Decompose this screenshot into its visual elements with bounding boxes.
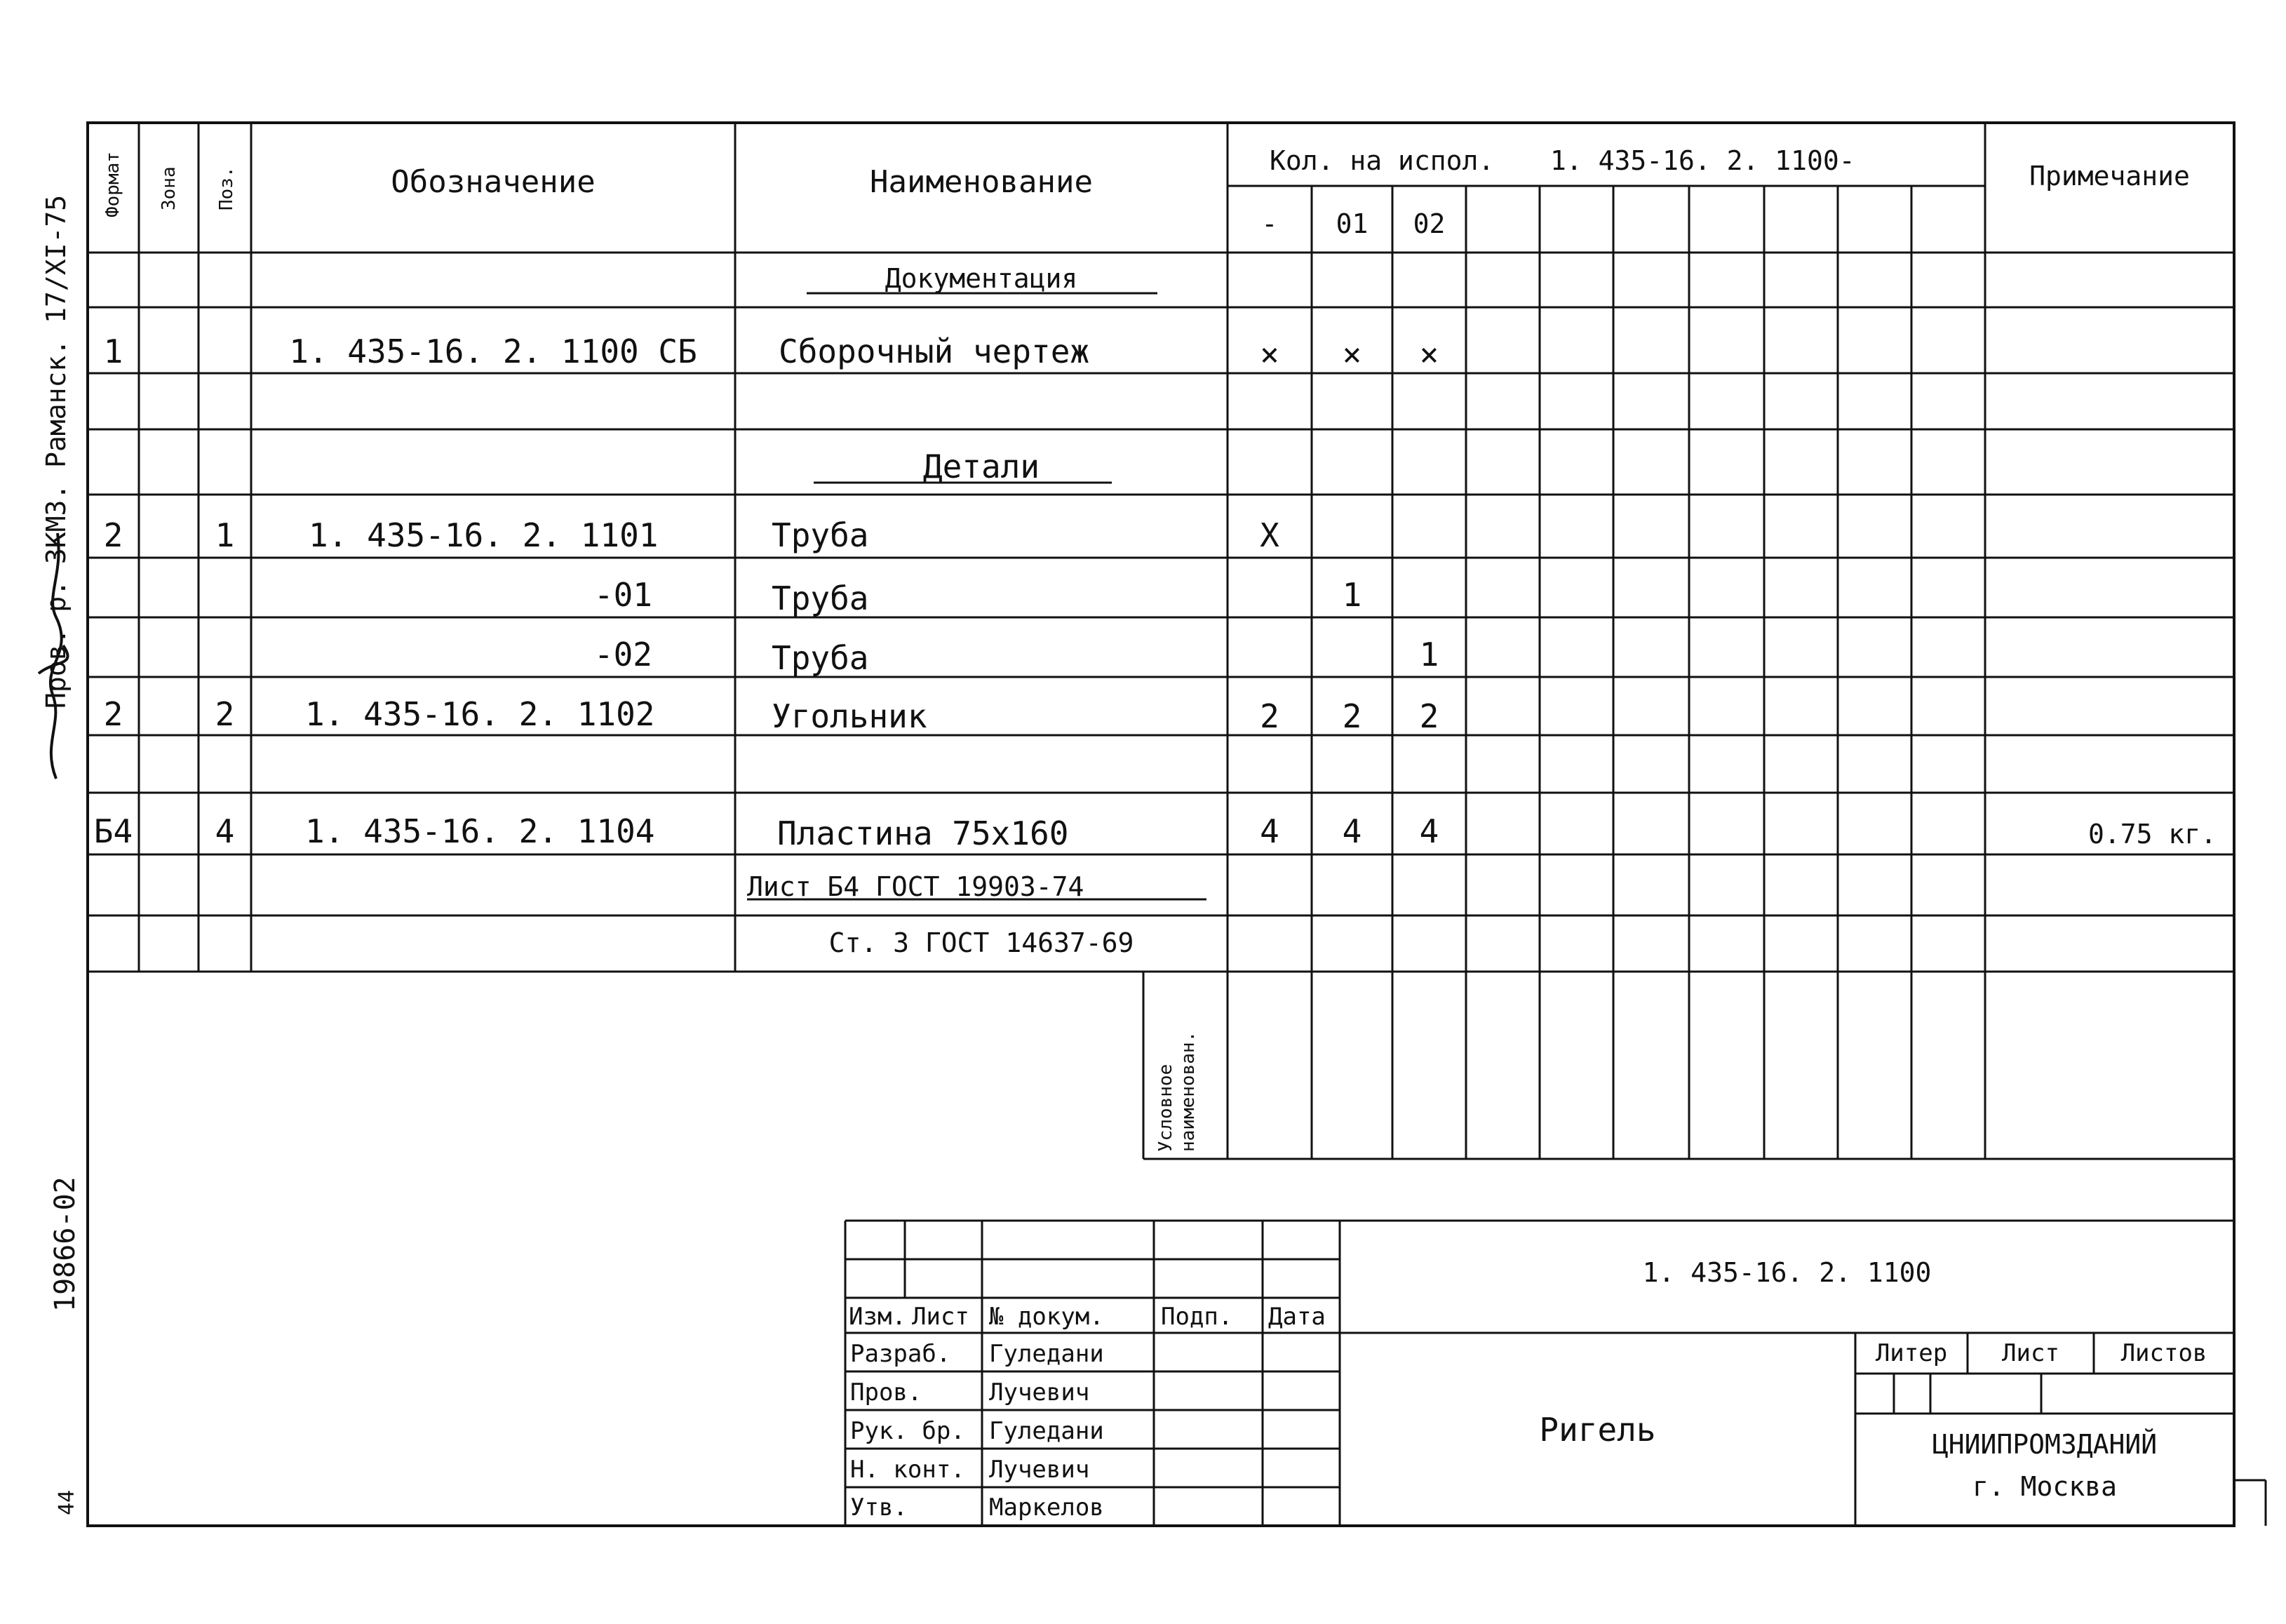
row-qty-base: Х (1260, 516, 1279, 554)
title-organization: ЦНИИПРОМЗДАНИЙ (1932, 1429, 2158, 1460)
margin-approval-note: Пров. р. ЗКМЗ. Раманск. 17/XI-75 (41, 194, 72, 709)
row-pos: 1 (215, 516, 235, 554)
row-pos: 2 (215, 695, 235, 733)
rev-col-date: Дата (1268, 1303, 1326, 1331)
row-qty-base: × (1260, 335, 1279, 373)
col-zone-header: Зона (159, 166, 180, 210)
title-liter-label: Литер (1875, 1339, 1948, 1367)
role-label: Разраб. (850, 1340, 951, 1368)
role-person: Гуледани (989, 1417, 1104, 1445)
col-designation-header: Обозначение (391, 164, 596, 200)
title-sheet-label: Лист (2002, 1339, 2059, 1367)
section-documentation: Документация (885, 263, 1078, 294)
qty-variant-01: 01 (1336, 208, 1369, 239)
title-sheets-label: Листов (2120, 1339, 2207, 1367)
section-parts: Детали (922, 448, 1040, 485)
row-qty-02: 1 (1419, 636, 1439, 673)
col-pos-header: Поз. (216, 166, 237, 210)
role-person: Лучевич (989, 1378, 1090, 1407)
role-label: Н. конт. (850, 1456, 965, 1484)
qty-header-base: 1. 435-16. 2. 1100- (1550, 145, 1855, 176)
role-person: Маркелов (989, 1494, 1104, 1522)
qty-variant-base: - (1261, 208, 1278, 239)
row-name: Труба (772, 579, 869, 617)
row-name: Пластина 75х160 (777, 814, 1069, 852)
col-name-header: Наименование (870, 164, 1093, 200)
row-name: Сборочный чертеж (779, 333, 1090, 370)
role-label: Утв. (850, 1494, 908, 1522)
row-name: Труба (772, 639, 869, 677)
rev-col-doc: № докум. (989, 1303, 1104, 1331)
role-label: Пров. (850, 1378, 922, 1407)
row-qty-01: × (1342, 335, 1362, 373)
row-format: Б4 (93, 812, 133, 850)
row-name: Угольник (772, 697, 927, 735)
row-pos: 4 (215, 812, 235, 850)
col-format-header: Формат (102, 152, 123, 217)
row-designation: -02 (593, 636, 652, 673)
material-steel: Ст. 3 ГОСТ 14637-69 (828, 927, 1134, 958)
row-qty-01: 4 (1342, 812, 1362, 850)
row-qty-01: 2 (1342, 697, 1362, 735)
rev-col-list: Лист (912, 1303, 969, 1331)
row-designation: 1. 435-16. 2. 1104 (305, 812, 655, 850)
rev-col-sign: Подп. (1161, 1303, 1233, 1331)
row-qty-02: 4 (1419, 812, 1439, 850)
title-name: Ригель (1539, 1411, 1656, 1449)
margin-signature (14, 491, 91, 786)
row-designation: 1. 435-16. 2. 1100 СБ (289, 333, 697, 370)
row-qty-02: 2 (1419, 697, 1439, 735)
role-label: Рук. бр. (850, 1417, 965, 1445)
title-city: г. Москва (1972, 1471, 2117, 1502)
role-person: Гуледани (989, 1340, 1104, 1368)
material-sheet: Лист Б4 ГОСТ 19903-74 (747, 871, 1084, 902)
row-note: 0.75 кг. (2087, 819, 2217, 850)
row-format: 1 (103, 333, 123, 370)
row-qty-01: 1 (1342, 576, 1362, 614)
margin-corner-number: 44 (55, 1489, 79, 1515)
col-note-header: Примечание (2029, 161, 2190, 192)
rev-col-izm: Изм. (849, 1303, 906, 1331)
row-format: 2 (103, 695, 123, 733)
row-format: 2 (103, 516, 123, 554)
qty-header-label: Кол. на испол. (1270, 145, 1495, 176)
margin-archive-code: 19866-02 (49, 1176, 81, 1312)
row-designation: -01 (593, 576, 652, 614)
row-name: Труба (772, 516, 869, 554)
row-qty-base: 2 (1260, 697, 1279, 735)
qty-variant-02: 02 (1413, 208, 1446, 239)
role-person: Лучевич (989, 1456, 1090, 1484)
row-qty-base: 4 (1260, 812, 1279, 850)
row-designation: 1. 435-16. 2. 1101 (309, 516, 659, 554)
row-designation: 1. 435-16. 2. 1102 (305, 695, 655, 733)
title-doc-number: 1. 435-16. 2. 1100 (1642, 1257, 1932, 1288)
row-qty-02: × (1419, 335, 1439, 373)
conditional-name-label: Условное наименован. (1155, 1031, 1199, 1152)
